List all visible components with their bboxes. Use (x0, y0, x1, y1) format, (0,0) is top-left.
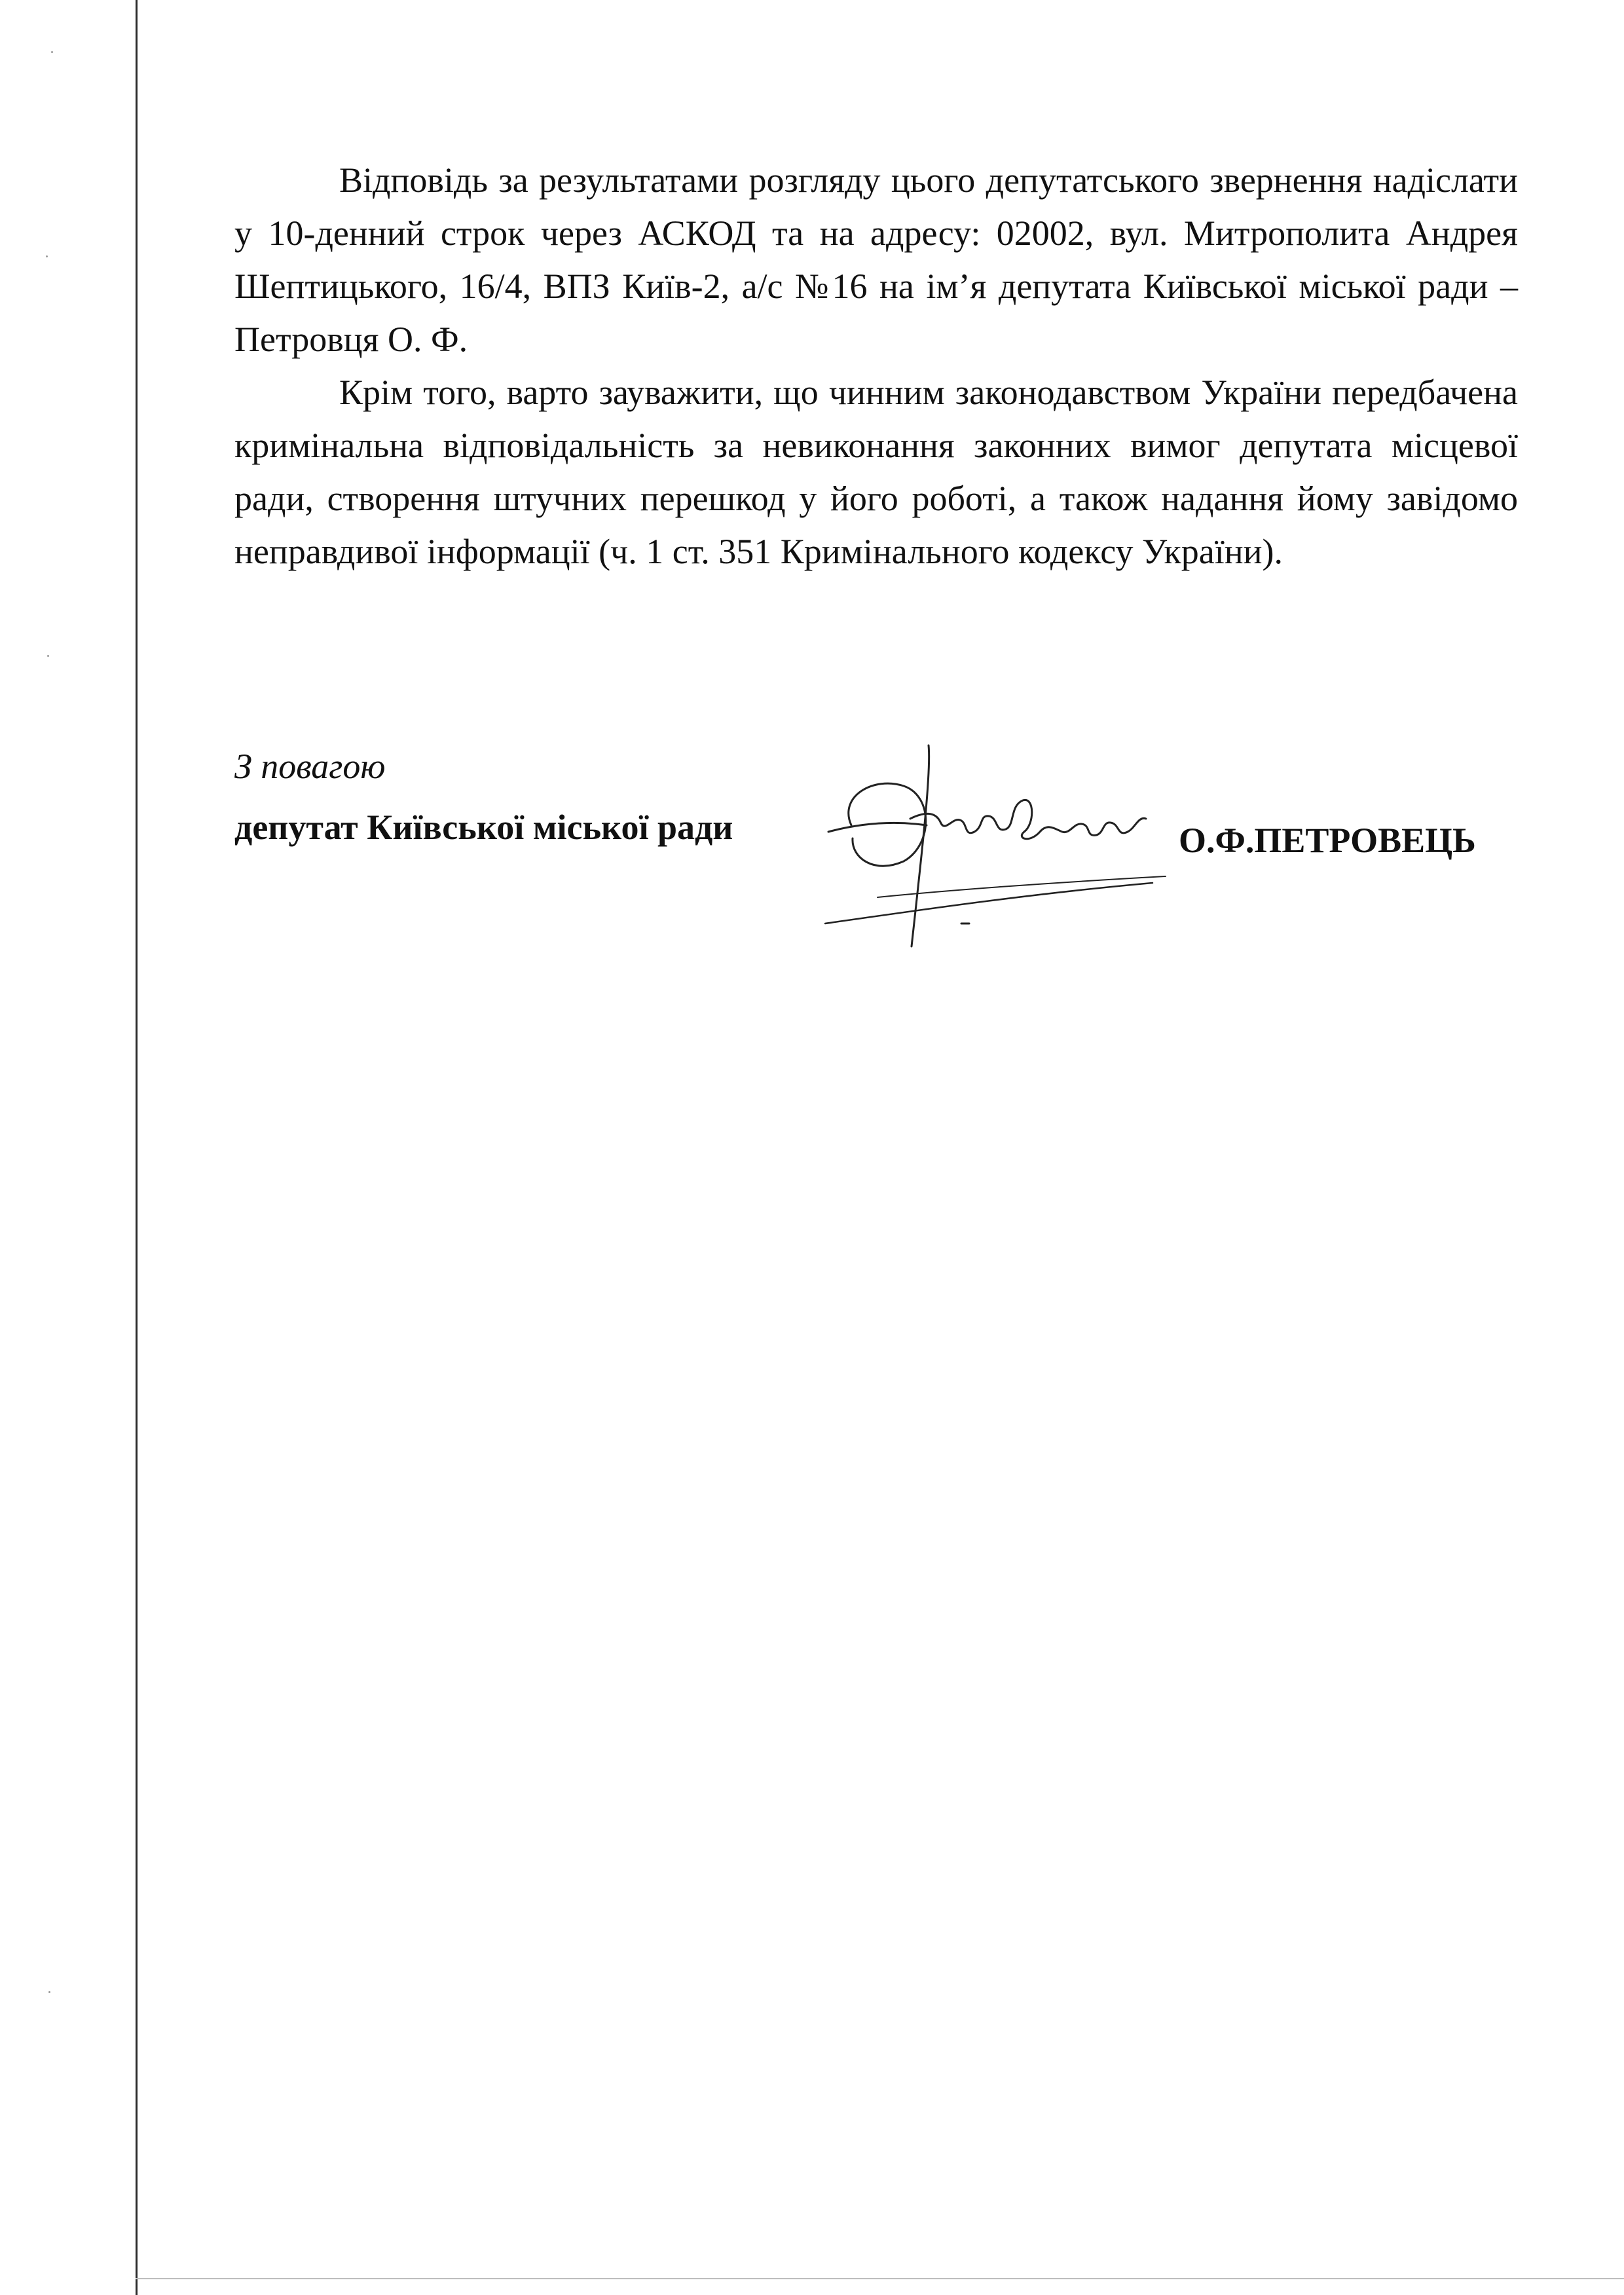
left-margin-line (136, 0, 138, 2295)
letter-body (234, 154, 1518, 578)
scan-artifact (51, 51, 53, 53)
bottom-edge-line (136, 2278, 1624, 2279)
paragraph-criminal-liability: Крім того, варто зауважити, що чинним законодавством України передбачена кримінальна відповідальність за невиконання законних вимог депутата місцевої ради, створення штучних перешкод у його роботі, а також надання йому завідомо неправдивої інформації (ч. 1 ст. 351 Кримінального кодексу України). (234, 373, 1518, 571)
handwritten-signature-icon (812, 734, 1205, 950)
scan-artifact (46, 255, 48, 257)
closing-phrase: З повагою (234, 747, 386, 786)
scan-artifact (47, 655, 49, 657)
scan-artifact (48, 1991, 50, 1993)
signer-name: О.Ф.ПЕТРОВЕЦЬ (1179, 821, 1476, 860)
paragraph-response-request: Відповідь за результатами розгляду цього депутатського звернення надіслати у 10-денний строк через АСКОД та на адресу: 02002, вул. Митрополита Андрея Шептицького, 16/4, ВПЗ Київ-2, а/с №16 на ім’я депутата Київської міської ради – Петровця О. Ф. (234, 160, 1518, 359)
signer-position: депутат Київської міської ради (234, 808, 733, 847)
